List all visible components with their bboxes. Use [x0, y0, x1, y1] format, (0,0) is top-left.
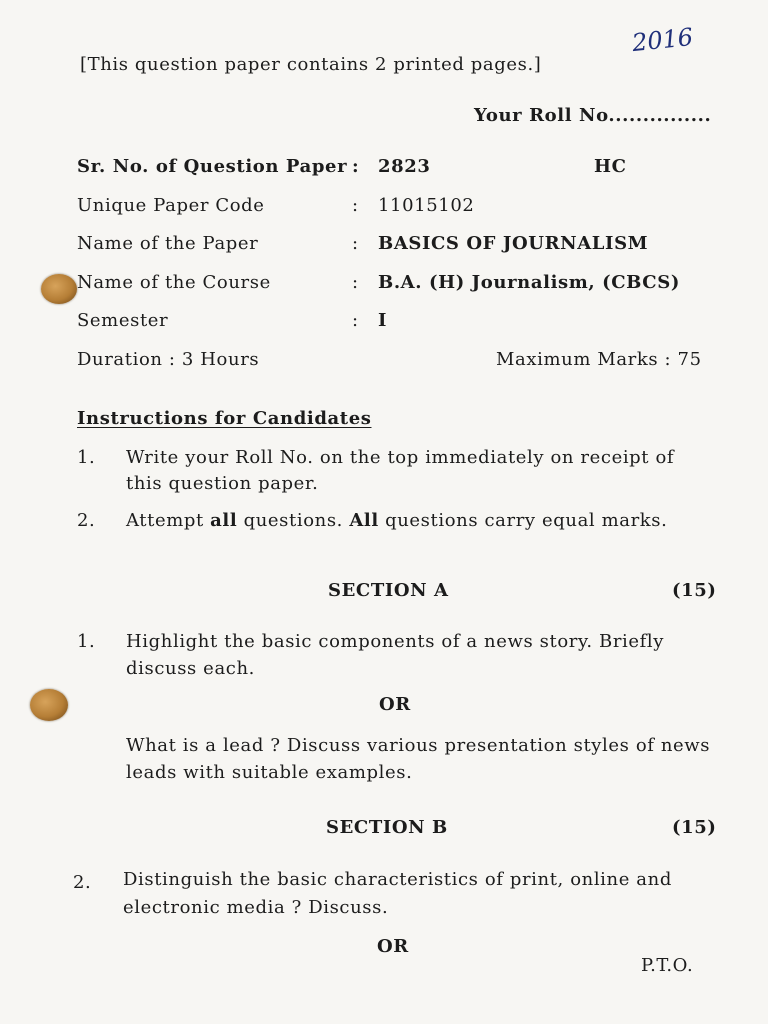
paper-name-value: BASICS OF JOURNALISM — [378, 233, 649, 254]
handwritten-year: 2016 — [630, 22, 695, 58]
colon: : — [352, 233, 359, 254]
instruction-text-line: Write your Roll No. on the top immediately on receipt of — [126, 447, 675, 468]
or-separator: OR — [377, 936, 409, 957]
duration: Duration : 3 Hours — [77, 349, 260, 370]
sr-no-code: HC — [594, 156, 627, 177]
sr-no-value: 2823 — [378, 156, 431, 177]
question-text-line: leads with suitable examples. — [126, 762, 413, 783]
paper-name-label: Name of the Paper — [77, 233, 259, 254]
instruction-text-line — [126, 510, 667, 531]
punch-hole-top — [41, 274, 77, 304]
instructions-heading: Instructions for Candidates — [77, 408, 372, 429]
roll-number-field: Your Roll No............... — [474, 105, 712, 126]
upc-label: Unique Paper Code — [77, 195, 265, 216]
section-a-title: SECTION A — [328, 580, 449, 601]
instruction-text: Attempt — [126, 510, 211, 531]
section-b-title: SECTION B — [326, 817, 448, 838]
course-name-label: Name of the Course — [77, 272, 271, 293]
question-number: 2. — [73, 872, 92, 893]
punch-hole-bottom — [30, 689, 68, 721]
sr-no-label: Sr. No. of Question Paper — [77, 156, 348, 177]
upc-value: 11015102 — [378, 195, 475, 216]
instruction-text-line: this question paper. — [126, 473, 319, 494]
page-count-note: [This question paper contains 2 printed pages.] — [80, 54, 542, 75]
question-text-line: Distinguish the basic characteristics of print, online and — [123, 869, 672, 890]
question-text-line: electronic media ? Discuss. — [123, 897, 389, 918]
colon: : — [352, 272, 359, 293]
instruction-emphasis: All — [349, 510, 379, 531]
instruction-number: 2. — [77, 510, 96, 531]
or-separator: OR — [379, 694, 411, 715]
instruction-text: questions. — [237, 510, 350, 531]
section-a-marks: (15) — [672, 580, 717, 601]
course-name-value: B.A. (H) Journalism, (CBCS) — [378, 272, 680, 293]
semester-label: Semester — [77, 310, 169, 331]
section-b-marks: (15) — [672, 817, 717, 838]
maximum-marks: Maximum Marks : 75 — [496, 349, 702, 370]
colon: : — [352, 195, 359, 216]
instruction-emphasis: all — [210, 510, 238, 531]
instruction-text: questions carry equal marks. — [378, 510, 668, 531]
colon: : — [352, 156, 360, 177]
question-number: 1. — [77, 631, 96, 652]
question-text-line: Highlight the basic components of a news story. Briefly — [126, 631, 665, 652]
instruction-number: 1. — [77, 447, 96, 468]
question-text-line: discuss each. — [126, 658, 255, 679]
question-text-line: What is a lead ? Discuss various presentation styles of news — [126, 735, 711, 756]
semester-value: I — [378, 310, 388, 331]
colon: : — [352, 310, 359, 331]
page-turn-note: P.T.O. — [641, 955, 694, 976]
